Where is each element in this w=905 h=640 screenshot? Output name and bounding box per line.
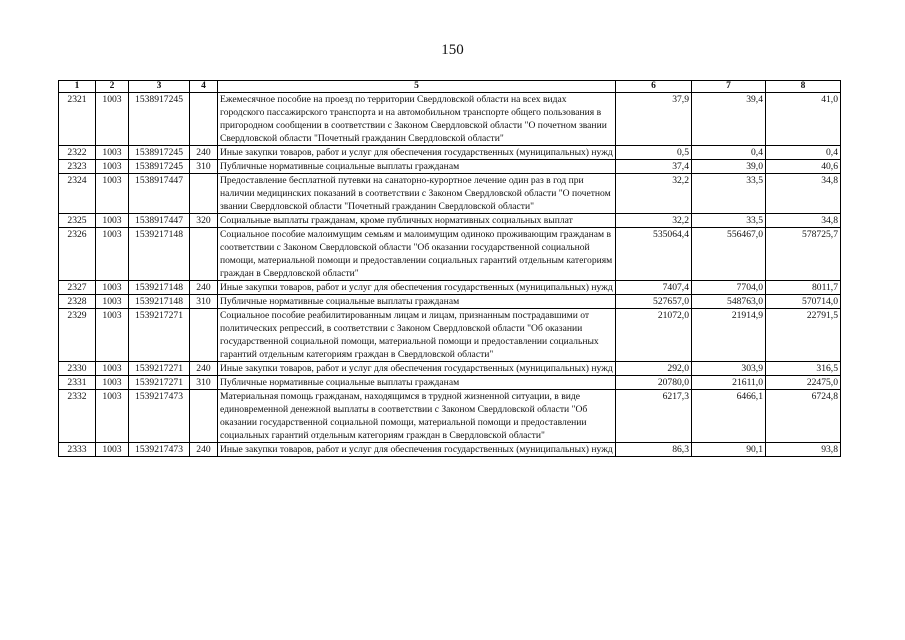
target-article-code: 1539217148 (129, 228, 190, 281)
row-number: 2322 (59, 146, 96, 160)
table-row (59, 228, 841, 281)
row-number: 2325 (59, 214, 96, 228)
table-row (59, 281, 841, 295)
expense-type-code: 310 (190, 376, 218, 390)
section-code: 1003 (96, 295, 129, 309)
expense-type-code: 240 (190, 362, 218, 376)
amount-year-2: 33,5 (692, 174, 766, 214)
row-description: Иные закупки товаров, работ и услуг для обеспечения государственных (муниципальных) нужд (218, 146, 616, 160)
section-code: 1003 (96, 228, 129, 281)
section-code: 1003 (96, 362, 129, 376)
amount-year-2: 39,0 (692, 160, 766, 174)
amount-year-2: 556467,0 (692, 228, 766, 281)
section-code: 1003 (96, 281, 129, 295)
row-description: Материальная помощь гражданам, находящимся в трудной жизненной ситуации, в виде единовременной денежной выплаты в соответствии с Законом Свердловской области "Об оказании государственной социальной помощи, материальной помощи и предоставлении социальных гарантий отдельным категориям граждан в Свердловской области" (218, 390, 616, 443)
row-number: 2333 (59, 443, 96, 457)
amount-year-3: 34,8 (766, 214, 841, 228)
header-cell: 1 (59, 81, 96, 93)
row-number: 2326 (59, 228, 96, 281)
row-description: Предоставление бесплатной путевки на санаторно-курортное лечение один раз в год при наличии медицинских показаний в соответствии с Законом Свердловской области "О почетном звании Свердловской области "Почетный гражданин Свердловской области" (218, 174, 616, 214)
amount-year-3: 41,0 (766, 93, 841, 146)
expense-type-code: 310 (190, 295, 218, 309)
amount-year-2: 7704,0 (692, 281, 766, 295)
table-row (59, 214, 841, 228)
row-number: 2331 (59, 376, 96, 390)
amount-year-2: 90,1 (692, 443, 766, 457)
header-cell: 8 (766, 81, 841, 93)
row-description: Публичные нормативные социальные выплаты гражданам (218, 160, 616, 174)
amount-year-1: 37,9 (616, 93, 692, 146)
target-article-code: 1539217271 (129, 309, 190, 362)
section-code: 1003 (96, 390, 129, 443)
amount-year-3: 22791,5 (766, 309, 841, 362)
section-code: 1003 (96, 174, 129, 214)
target-article-code: 1539217271 (129, 362, 190, 376)
amount-year-1: 32,2 (616, 214, 692, 228)
amount-year-1: 21072,0 (616, 309, 692, 362)
amount-year-3: 578725,7 (766, 228, 841, 281)
header-cell: 7 (692, 81, 766, 93)
amount-year-1: 292,0 (616, 362, 692, 376)
amount-year-1: 7407,4 (616, 281, 692, 295)
row-description: Социальное пособие малоимущим семьям и малоимущим одиноко проживающим гражданам в соответствии с Законом Свердловской области "Об оказании государственной социальной помощи, материальной помощи и предоставлении социальных гарантий отдельным категориям граждан в Свердловской области" (218, 228, 616, 281)
section-code: 1003 (96, 309, 129, 362)
row-number: 2323 (59, 160, 96, 174)
table-body (59, 93, 841, 457)
section-code: 1003 (96, 376, 129, 390)
amount-year-3: 93,8 (766, 443, 841, 457)
amount-year-3: 22475,0 (766, 376, 841, 390)
table-row (59, 295, 841, 309)
amount-year-1: 535064,4 (616, 228, 692, 281)
target-article-code: 1539217148 (129, 281, 190, 295)
budget-table (58, 80, 841, 457)
expense-type-code: 320 (190, 214, 218, 228)
amount-year-3: 316,5 (766, 362, 841, 376)
header-cell: 3 (129, 81, 190, 93)
header-cell: 6 (616, 81, 692, 93)
amount-year-1: 527657,0 (616, 295, 692, 309)
amount-year-2: 6466,1 (692, 390, 766, 443)
table-row (59, 146, 841, 160)
row-description: Публичные нормативные социальные выплаты гражданам (218, 376, 616, 390)
target-article-code: 1539217271 (129, 376, 190, 390)
amount-year-1: 20780,0 (616, 376, 692, 390)
table-row (59, 362, 841, 376)
amount-year-1: 86,3 (616, 443, 692, 457)
target-article-code: 1538917245 (129, 160, 190, 174)
row-description: Социальные выплаты гражданам, кроме публичных нормативных социальных выплат (218, 214, 616, 228)
expense-type-code (190, 309, 218, 362)
row-description: Иные закупки товаров, работ и услуг для обеспечения государственных (муниципальных) нужд (218, 443, 616, 457)
table-row (59, 309, 841, 362)
amount-year-2: 39,4 (692, 93, 766, 146)
table-row (59, 443, 841, 457)
section-code: 1003 (96, 146, 129, 160)
amount-year-2: 303,9 (692, 362, 766, 376)
amount-year-1: 0,5 (616, 146, 692, 160)
header-cell: 5 (218, 81, 616, 93)
section-code: 1003 (96, 160, 129, 174)
amount-year-2: 21611,0 (692, 376, 766, 390)
row-description: Социальное пособие реабилитированным лицам и лицам, признанным пострадавшими от политических репрессий, в соответствии с Законом Свердловской области "Об оказании государственной социальной помощи, материальной помощи и предоставлении социальных гарантий отдельным категориям граждан в Свердловской области" (218, 309, 616, 362)
amount-year-3: 40,6 (766, 160, 841, 174)
target-article-code: 1539217148 (129, 295, 190, 309)
amount-year-3: 570714,0 (766, 295, 841, 309)
target-article-code: 1539217473 (129, 390, 190, 443)
table-header-row (59, 81, 841, 93)
row-description: Иные закупки товаров, работ и услуг для обеспечения государственных (муниципальных) нужд (218, 362, 616, 376)
expense-type-code (190, 228, 218, 281)
expense-type-code: 240 (190, 443, 218, 457)
header-cell: 4 (190, 81, 218, 93)
table-row (59, 376, 841, 390)
page-number: 150 (441, 42, 464, 58)
amount-year-2: 548763,0 (692, 295, 766, 309)
amount-year-1: 37,4 (616, 160, 692, 174)
expense-type-code (190, 390, 218, 443)
amount-year-2: 0,4 (692, 146, 766, 160)
target-article-code: 1538917245 (129, 93, 190, 146)
table-row (59, 93, 841, 146)
section-code: 1003 (96, 93, 129, 146)
target-article-code: 1538917245 (129, 146, 190, 160)
header-cell: 2 (96, 81, 129, 93)
amount-year-1: 6217,3 (616, 390, 692, 443)
amount-year-3: 0,4 (766, 146, 841, 160)
row-number: 2328 (59, 295, 96, 309)
expense-type-code: 310 (190, 160, 218, 174)
section-code: 1003 (96, 214, 129, 228)
expense-type-code (190, 174, 218, 214)
row-number: 2329 (59, 309, 96, 362)
row-number: 2327 (59, 281, 96, 295)
table-row (59, 174, 841, 214)
amount-year-2: 33,5 (692, 214, 766, 228)
amount-year-3: 6724,8 (766, 390, 841, 443)
row-description: Иные закупки товаров, работ и услуг для обеспечения государственных (муниципальных) нужд (218, 281, 616, 295)
section-code: 1003 (96, 443, 129, 457)
amount-year-3: 8011,7 (766, 281, 841, 295)
amount-year-3: 34,8 (766, 174, 841, 214)
row-description: Публичные нормативные социальные выплаты гражданам (218, 295, 616, 309)
row-number: 2332 (59, 390, 96, 443)
row-description: Ежемесячное пособие на проезд по территории Свердловской области на всех видах городского пассажирского транспорта и на автомобильном транспорте общего пользования в пригородном сообщении в соответствии с Законом Свердловской области "О почетном звании Свердловской области "Почетный гражданин Свердловской области" (218, 93, 616, 146)
row-number: 2324 (59, 174, 96, 214)
target-article-code: 1538917447 (129, 174, 190, 214)
row-number: 2321 (59, 93, 96, 146)
target-article-code: 1538917447 (129, 214, 190, 228)
expense-type-code (190, 93, 218, 146)
amount-year-1: 32,2 (616, 174, 692, 214)
target-article-code: 1539217473 (129, 443, 190, 457)
table-row (59, 390, 841, 443)
table-row (59, 160, 841, 174)
expense-type-code: 240 (190, 281, 218, 295)
amount-year-2: 21914,9 (692, 309, 766, 362)
row-number: 2330 (59, 362, 96, 376)
expense-type-code: 240 (190, 146, 218, 160)
